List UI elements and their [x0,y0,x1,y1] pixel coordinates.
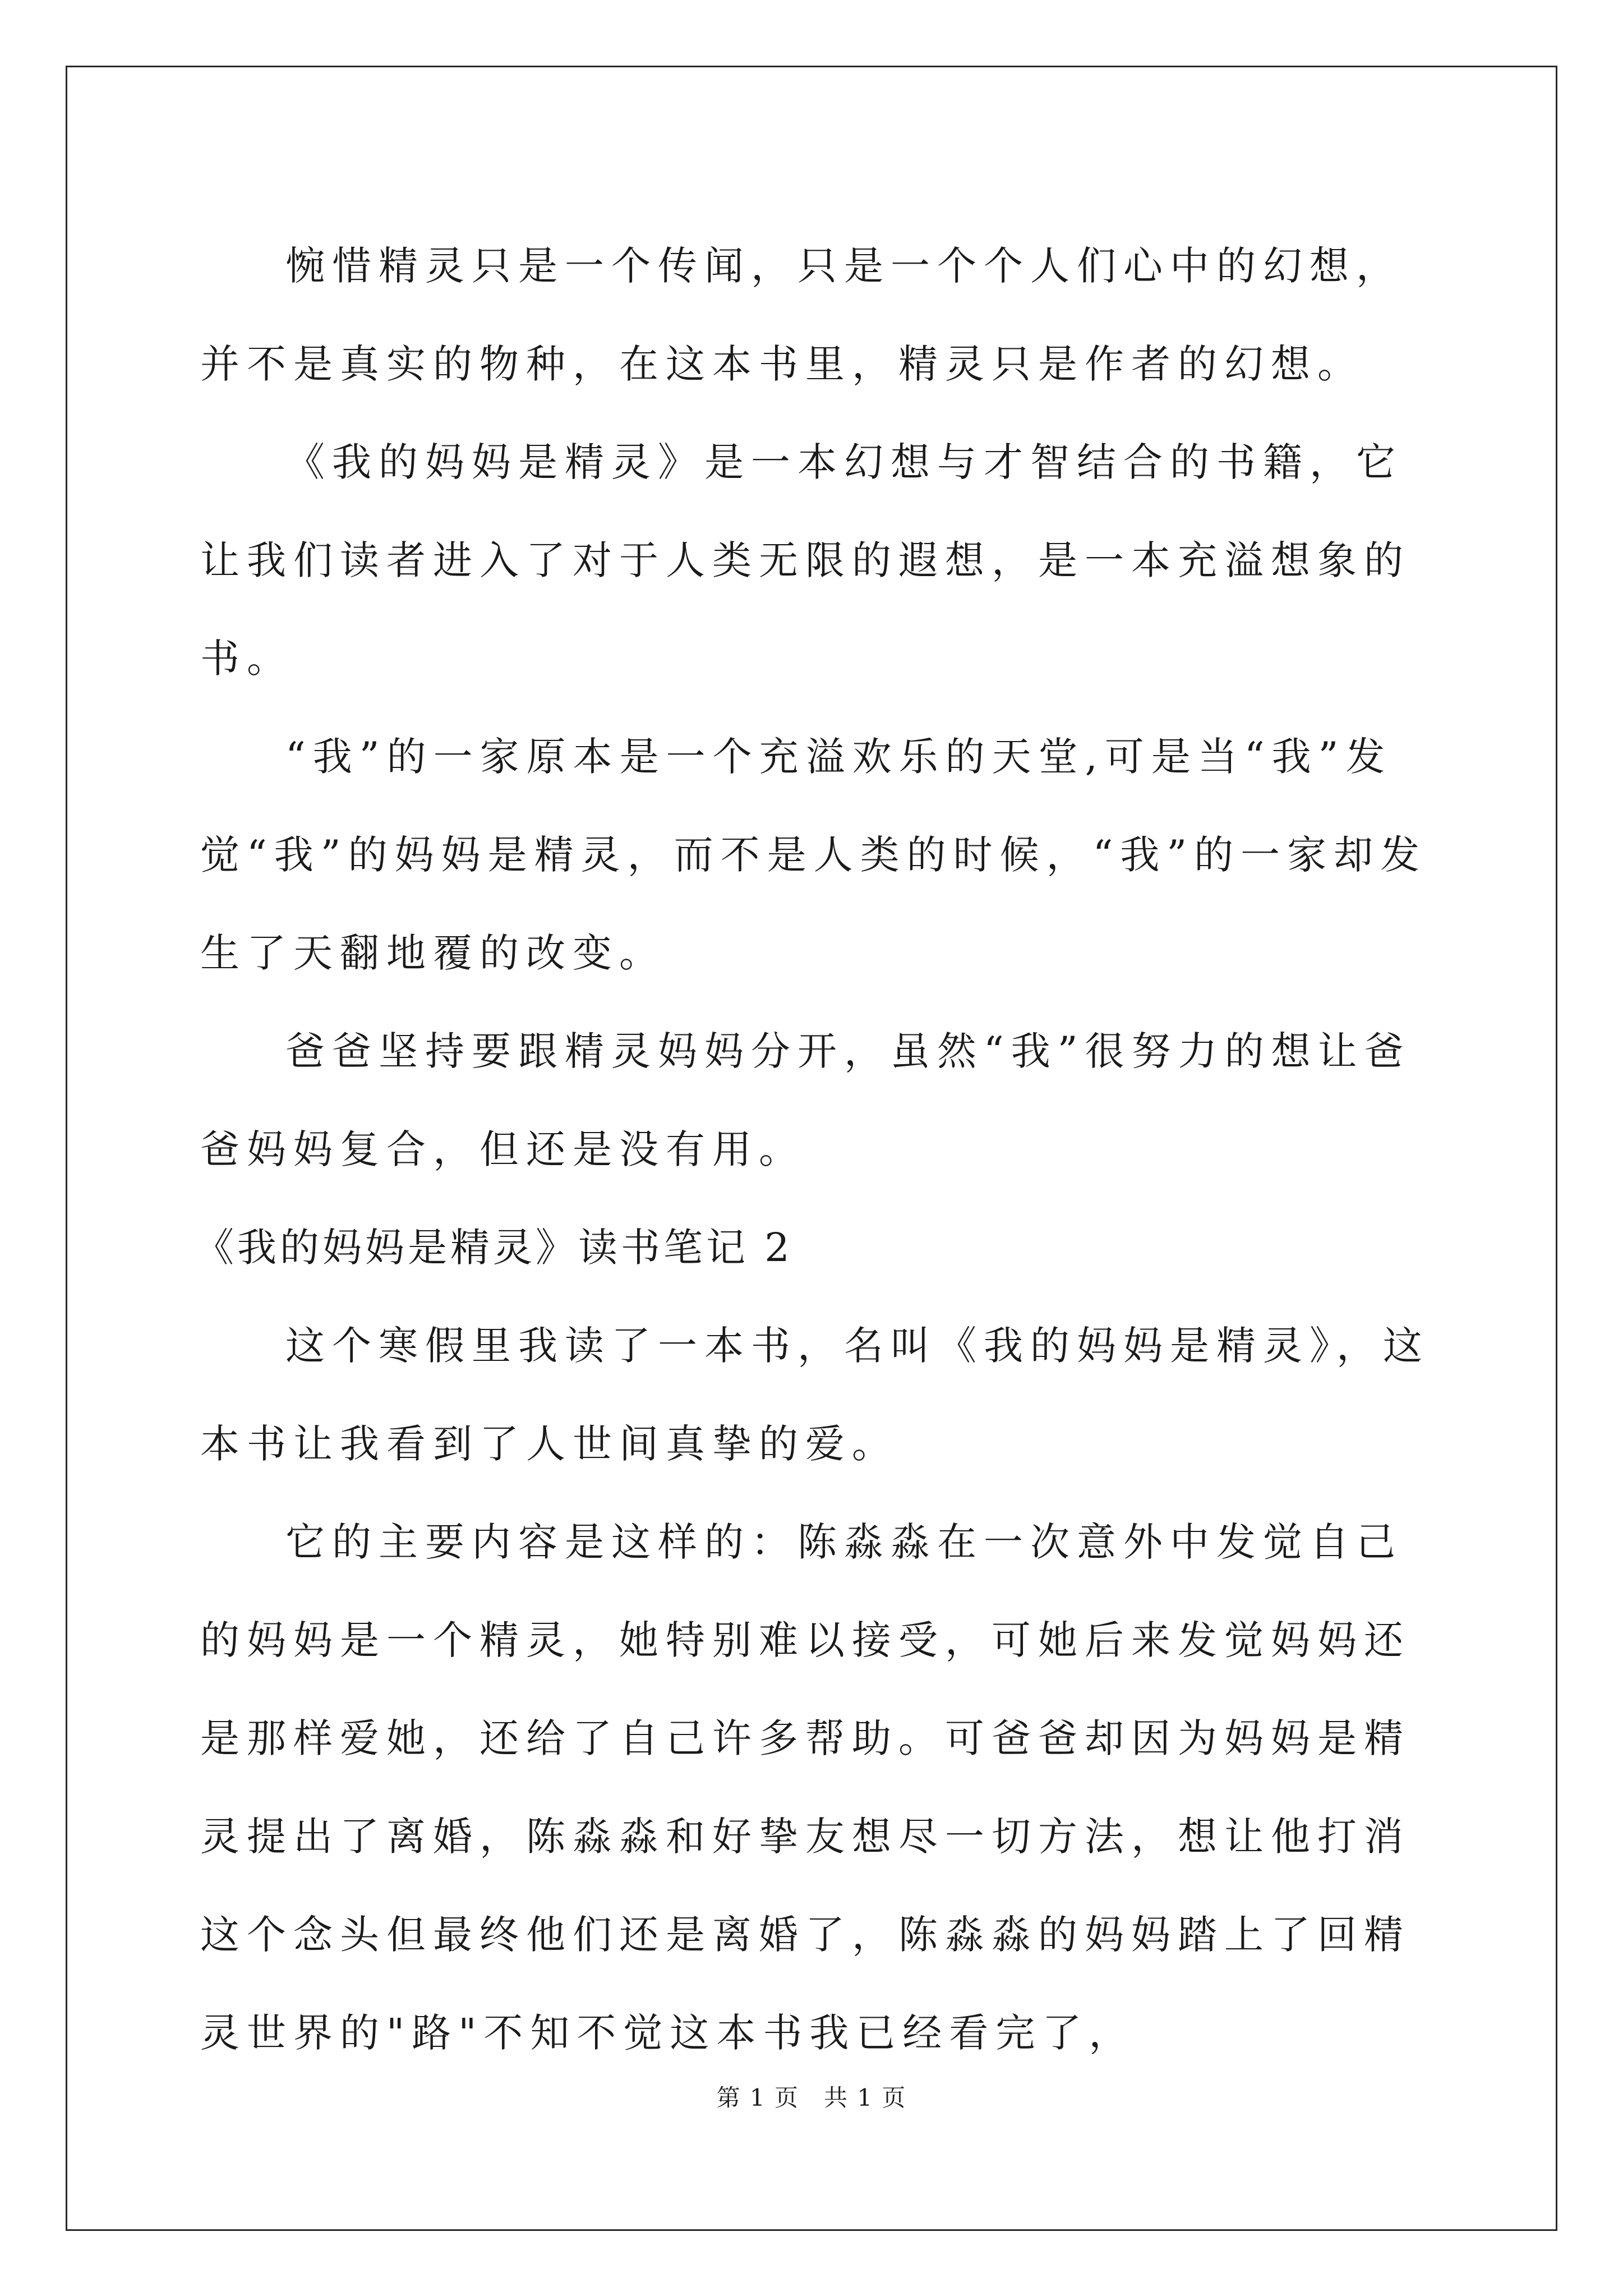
document-body [195,217,1434,2082]
paragraph: 爸爸坚持要跟精灵妈妈分开，虽然“我”很努力的想让爸爸妈妈复合，但还是没有用。 [200,1028,1411,1172]
page-footer: 第 1 页 共 1 页 [716,2084,907,2111]
paragraph: 它的主要内容是这样的：陈淼淼在一次意外中发觉自己的妈妈是一个精灵，她特别难以接受，可她后来发觉妈妈还是那样爱她，还给了自己许多帮助。可爸爸却因为妈妈是精灵提出了离婚，陈淼淼和好挚友想尽一切方法，想让他打消这个念头但最终他们还是离婚了，陈淼淼的妈妈踏上了回精灵世界的"路"不知不觉这本书我已经看完了， [200,1519,1410,2056]
paragraph: 《我的妈妈是精灵》是一本幻想与才智结合的书籍，它让我们读者进入了对于人类无限的遐想，是一本充溢想象的书。 [200,439,1410,682]
paragraph: 这个寒假里我读了一本书，名叫《我的妈妈是精灵》，这本书让我看到了人世间真挚的爱。 [200,1323,1430,1467]
paragraph: “我”的一家原本是一个充溢欢乐的天堂,可是当“我”发觉“我”的妈妈是精灵，而不是人类的时候，“我”的一家却发生了天翻地覆的改变。 [200,734,1427,976]
section-title: 《我的妈妈是精灵》读书笔记 2 [195,1225,793,1271]
paragraph: 惋惜精灵只是一个传闻，只是一个个人们心中的幻想，并不是真实的物种，在这本书里，精灵只是作者的幻想。 [200,243,1403,387]
